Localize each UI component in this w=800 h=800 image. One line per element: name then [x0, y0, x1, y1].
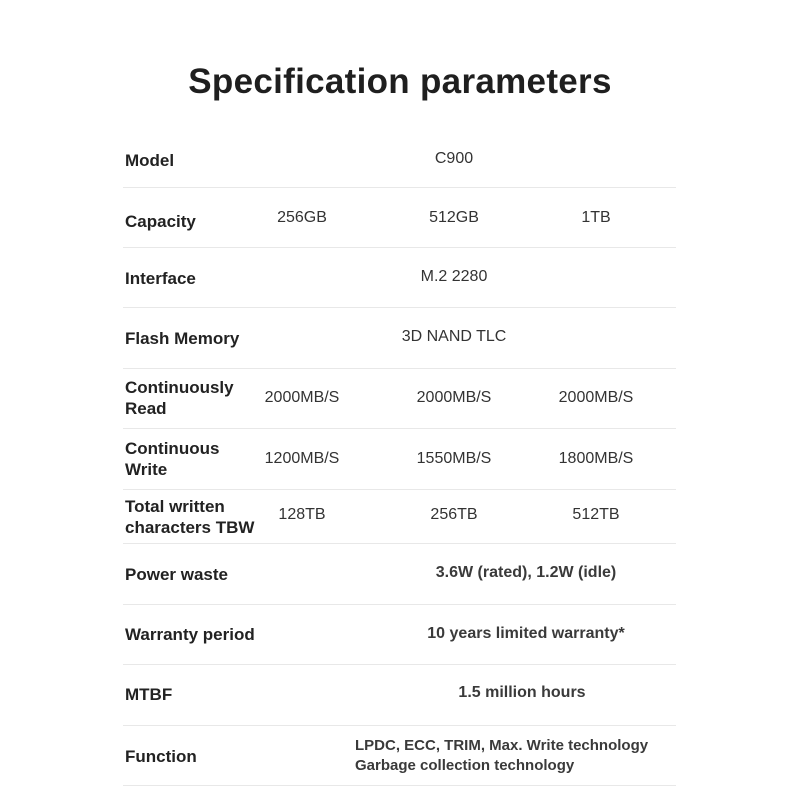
label-line: Continuous	[125, 439, 220, 458]
spec-value-mtbf: 1.5 million hours	[458, 684, 586, 701]
spec-value-read-3: 2000MB/S	[558, 389, 634, 406]
spec-label-mtbf: MTBF	[125, 685, 173, 704]
label-line: Read	[125, 399, 167, 418]
spec-value-write-1: 1200MB/S	[264, 450, 340, 467]
spec-value-tbw-1: 128TB	[278, 506, 326, 523]
row-divider	[123, 428, 676, 429]
row-divider	[123, 368, 676, 369]
spec-value-write-2: 1550MB/S	[416, 450, 492, 467]
spec-value-tbw-3: 512TB	[572, 506, 620, 523]
row-divider	[123, 247, 676, 248]
row-divider	[123, 187, 676, 188]
function-line: LPDC, ECC, TRIM, Max. Write technology	[355, 737, 649, 754]
label-line: Write	[125, 460, 168, 479]
row-divider	[123, 489, 676, 490]
spec-label-warranty: Warranty period	[125, 625, 255, 644]
spec-value-warranty: 10 years limited warranty*	[427, 625, 625, 642]
row-divider	[123, 543, 676, 544]
spec-value-tbw-2: 256TB	[430, 506, 478, 523]
spec-value-capacity-2: 512GB	[429, 209, 479, 226]
label-line: Continuously	[125, 378, 234, 397]
spec-label-capacity: Capacity	[125, 212, 196, 231]
spec-value-capacity-1: 256GB	[277, 209, 327, 226]
spec-value-flash-memory: 3D NAND TLC	[401, 328, 507, 345]
row-divider	[123, 725, 676, 726]
spec-label-function: Function	[125, 747, 197, 766]
row-divider	[123, 307, 676, 308]
spec-label-continuous-read	[125, 377, 234, 419]
row-divider	[123, 664, 676, 665]
page-title: Specification parameters	[188, 62, 612, 101]
label-line: Total written	[125, 497, 225, 516]
spec-label-model: Model	[125, 151, 175, 170]
spec-label-continuous-write	[125, 438, 219, 480]
spec-value-model: C900	[434, 150, 474, 167]
spec-label-power: Power waste	[125, 565, 228, 584]
row-divider	[123, 604, 676, 605]
spec-value-power: 3.6W (rated), 1.2W (idle)	[435, 564, 617, 581]
spec-label-flash-memory: Flash Memory	[125, 329, 240, 348]
row-divider	[123, 785, 676, 786]
spec-value-capacity-3: 1TB	[581, 209, 611, 226]
spec-value-read-1: 2000MB/S	[264, 389, 340, 406]
spec-value-read-2: 2000MB/S	[416, 389, 492, 406]
spec-value-interface: M.2 2280	[420, 268, 488, 285]
spec-value-function	[355, 736, 648, 776]
spec-label-tbw	[125, 496, 254, 538]
label-line: characters TBW	[125, 518, 255, 537]
spec-value-write-3: 1800MB/S	[558, 450, 634, 467]
function-line: Garbage collection technology	[355, 757, 575, 774]
spec-label-interface: Interface	[125, 269, 196, 288]
